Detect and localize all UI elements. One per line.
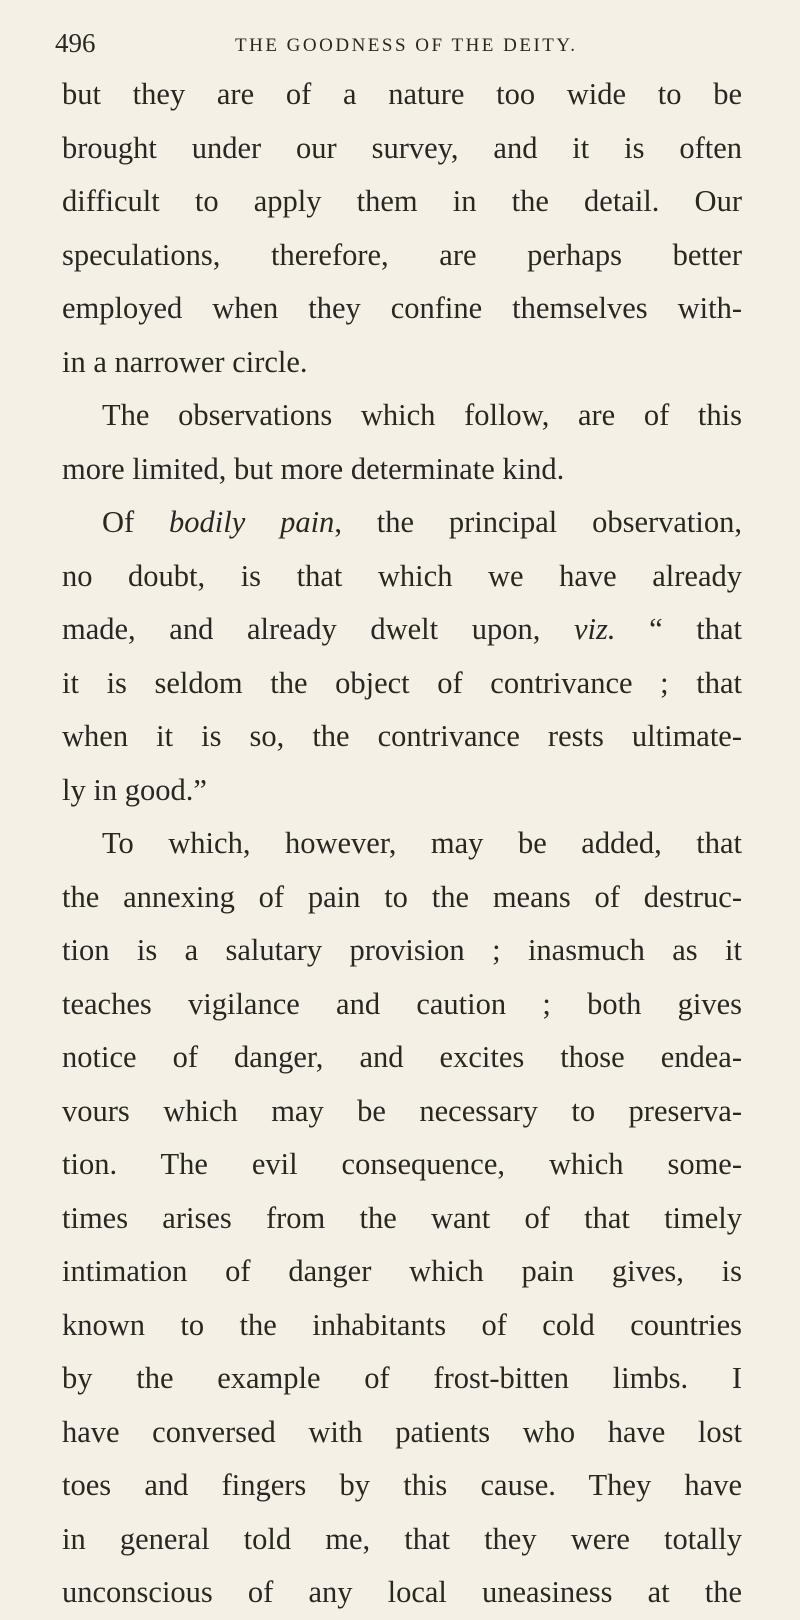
text-line: teaches vigilance and caution ; both gives	[62, 986, 742, 1021]
page-number: 496	[55, 28, 96, 58]
text-line: brought under our survey, and it is often	[62, 130, 742, 165]
text-segment: made, and already dwelt upon,	[62, 612, 574, 646]
text-line: tion is a salutary provision ; inasmuch as it	[62, 933, 742, 967]
text-line	[62, 603, 742, 657]
text-line: it is seldom the object of contrivance ; that	[62, 665, 742, 700]
text-line: the annexing of pain to the means of destruc-	[62, 879, 742, 914]
text-line: but they are of a nature too wide to be	[62, 77, 742, 111]
text-line: difficult to apply them in the detail. Our	[62, 184, 742, 218]
text-line: no doubt, is that which we have already	[62, 558, 742, 593]
page-header	[55, 28, 755, 68]
text-line: in a narrower circle.	[62, 344, 308, 379]
text-line: in general told me, that they were totally	[62, 1521, 742, 1556]
text-line: times arises from the want of that timely	[62, 1200, 742, 1235]
text-line: tion. The evil consequence, which some-	[62, 1147, 742, 1181]
text-line: The observations which follow, are of this	[102, 398, 742, 432]
text-line	[62, 496, 742, 550]
text-line: vours which may be necessary to preserva-	[62, 1093, 742, 1128]
text-line: ly in good.”	[62, 772, 207, 807]
text-line: more limited, but more determinate kind.	[62, 451, 565, 486]
text-line: have conversed with patients who have lost	[62, 1414, 742, 1449]
text-line: intimation of danger which pain gives, is	[62, 1254, 742, 1288]
text-line: To which, however, may be added, that	[102, 826, 742, 860]
text-line: unconscious of any local uneasiness at the	[62, 1575, 742, 1609]
text-segment: “ that	[615, 612, 743, 646]
text-line: speculations, therefore, are perhaps better	[62, 237, 742, 272]
text-line: when it is so, the contrivance rests ultimate-	[62, 719, 742, 753]
text-segment: , the principal observation,	[334, 505, 743, 539]
text-line: known to the inhabitants of cold countries	[62, 1307, 742, 1342]
italic-term: viz.	[573, 612, 616, 646]
text-segment: Of	[102, 505, 170, 539]
body-text	[62, 68, 742, 1620]
running-title: THE GOODNESS OF THE DEITY.	[235, 35, 578, 56]
text-line: by the example of frost-bitten limbs. I	[62, 1361, 742, 1395]
text-line: toes and fingers by this cause. They have	[62, 1468, 742, 1502]
text-line: employed when they confine themselves with-	[62, 291, 742, 325]
italic-term: bodily pain	[169, 505, 335, 539]
text-line: notice of danger, and excites those endea-	[62, 1040, 742, 1074]
